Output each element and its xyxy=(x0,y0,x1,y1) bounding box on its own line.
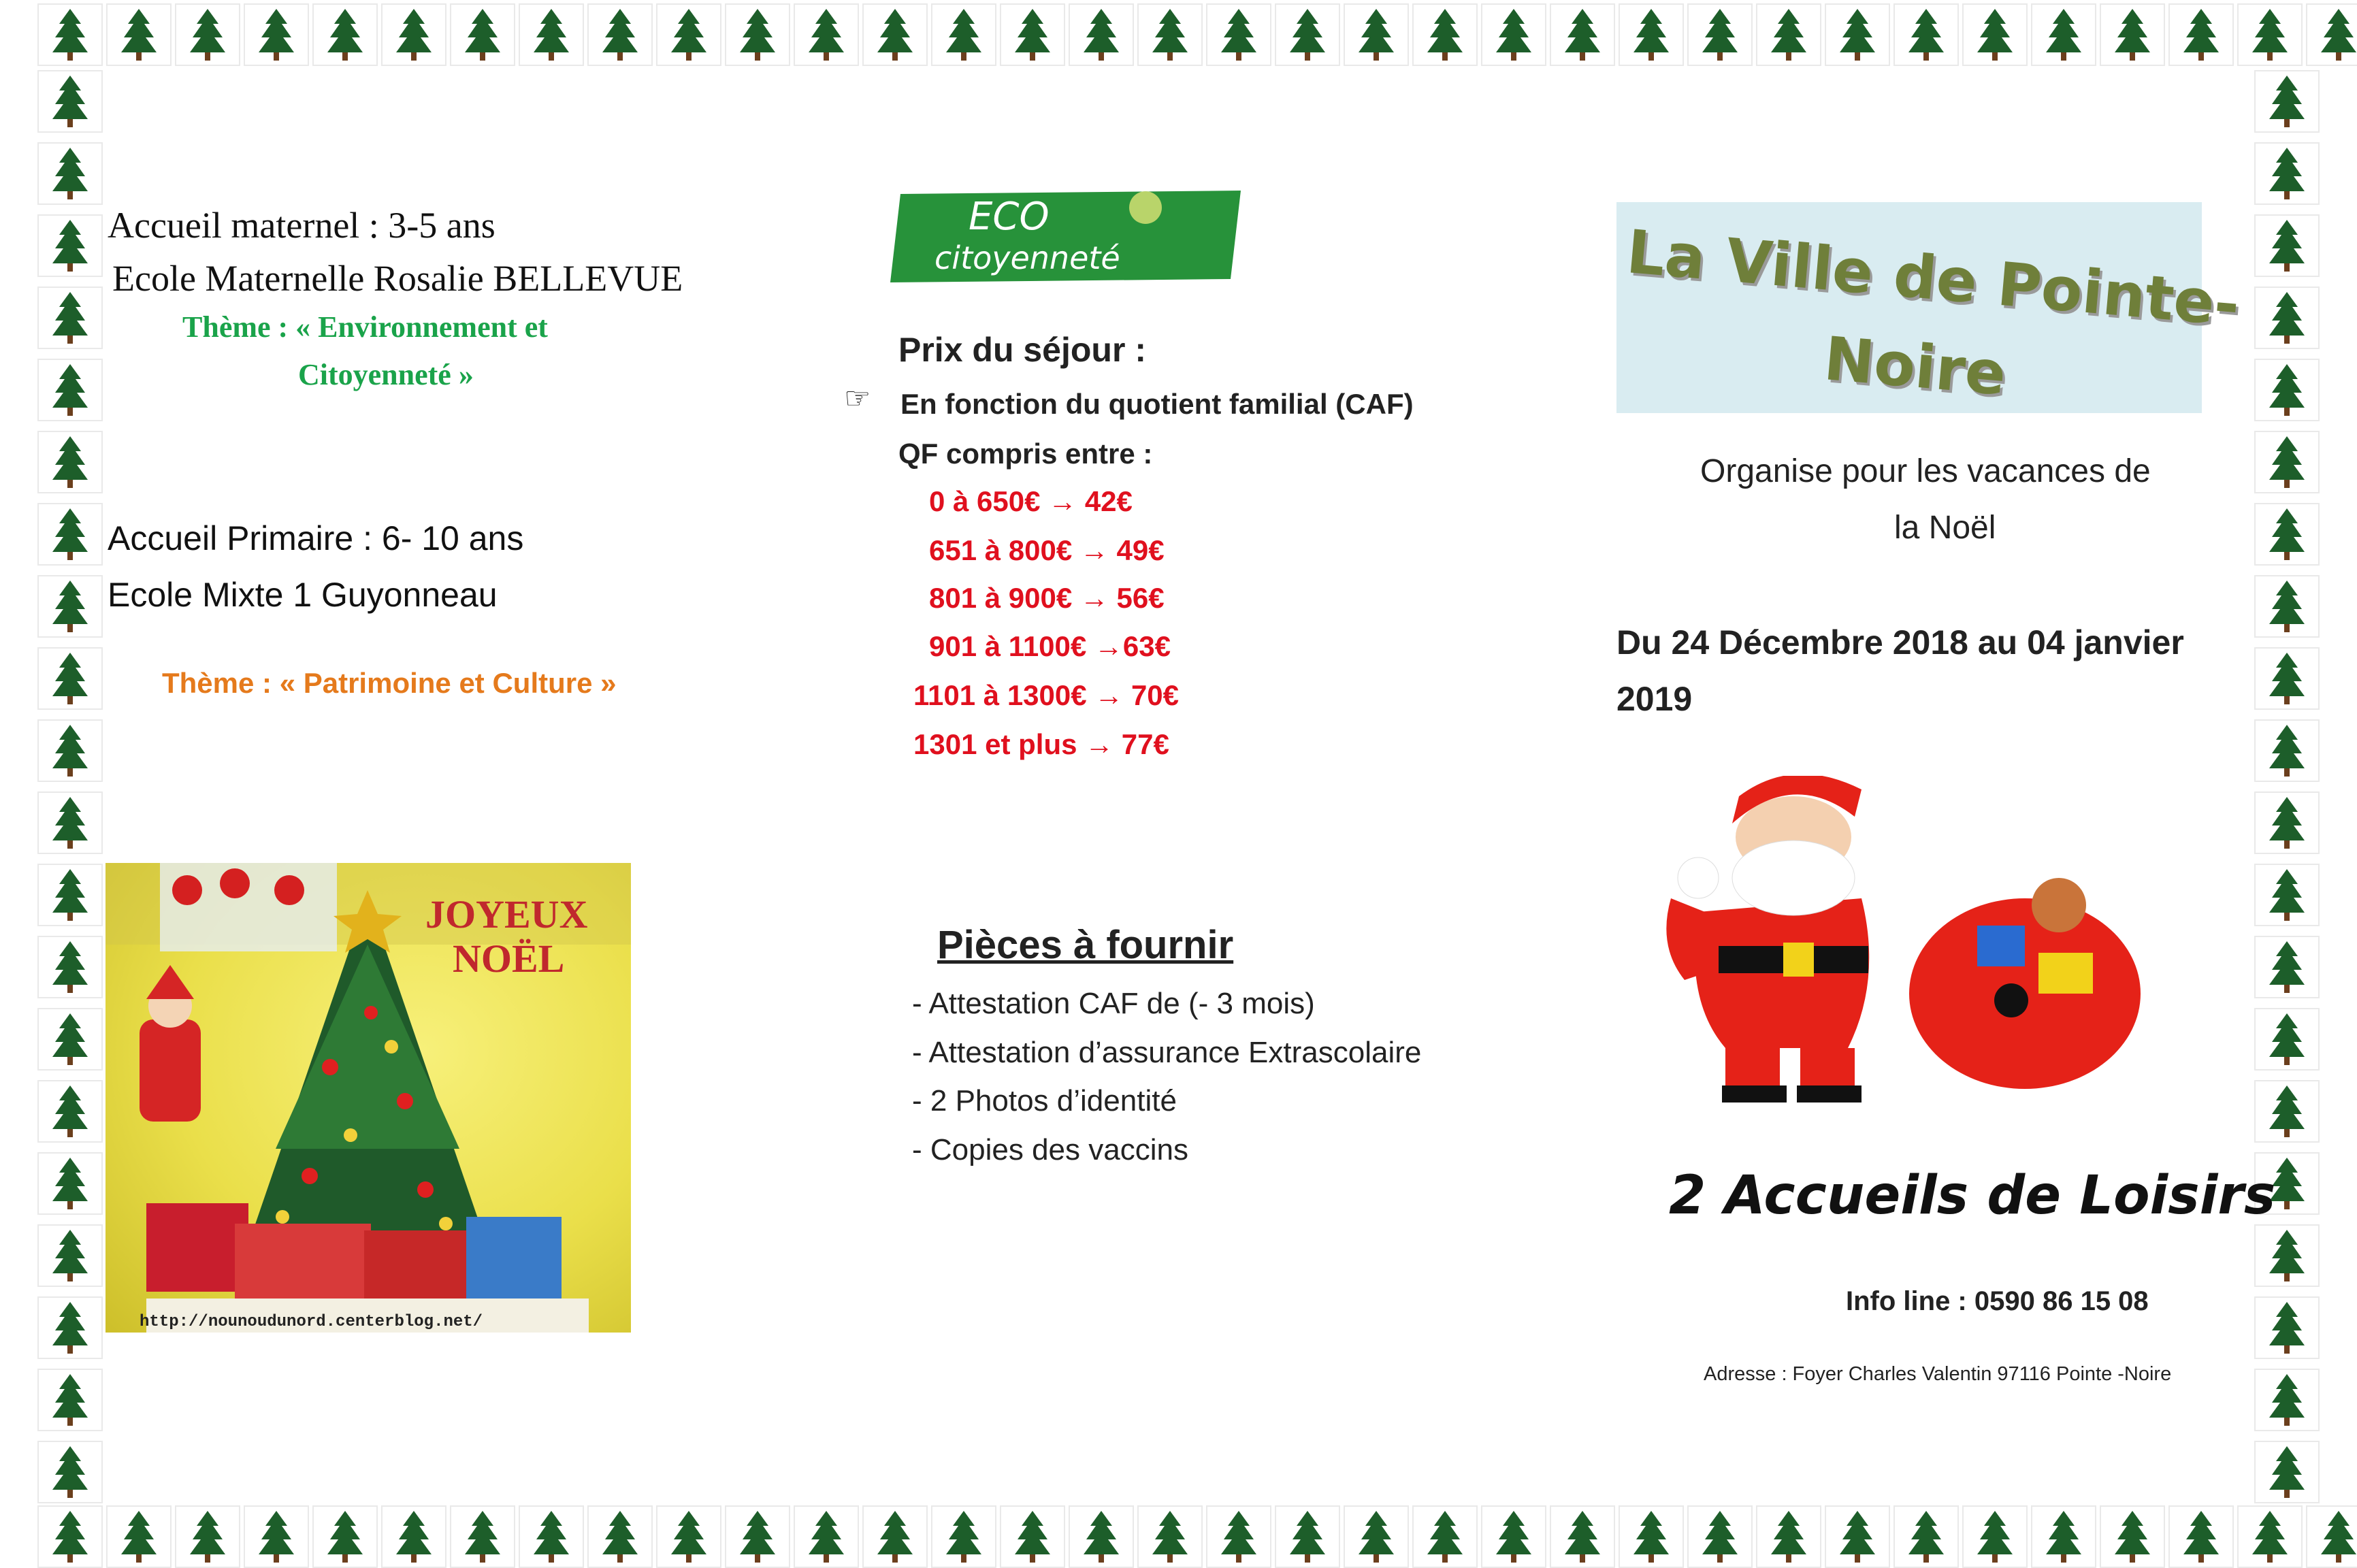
tree-icon xyxy=(1756,3,1821,66)
tree-icon xyxy=(37,719,103,782)
tree-icon xyxy=(37,431,103,493)
tree-icon xyxy=(931,3,996,66)
tree-icon xyxy=(1550,3,1615,66)
tree-icon xyxy=(2031,1505,2096,1568)
tree-icon xyxy=(37,1152,103,1215)
ecole-maternelle: Ecole Maternelle Rosalie BELLEVUE xyxy=(112,258,683,299)
tree-icon xyxy=(37,142,103,205)
tree-icon xyxy=(312,3,378,66)
tarif-2: 651 à 800€ → 49€ xyxy=(929,534,1165,566)
tree-icon xyxy=(1206,1505,1271,1568)
tree-icon xyxy=(37,1080,103,1143)
tree-icon xyxy=(2031,3,2096,66)
tree-icon xyxy=(656,1505,721,1568)
tree-icon xyxy=(1481,3,1546,66)
piece-item-1: - Attestation CAF de (- 3 mois) xyxy=(912,987,1315,1020)
piece-item-2: - Attestation d’assurance Extrascolaire xyxy=(912,1036,1422,1069)
tree-icon xyxy=(2254,359,2320,421)
tree-icon xyxy=(1000,3,1065,66)
dates-line2: 2019 xyxy=(1616,680,1693,718)
tree-icon xyxy=(2254,1296,2320,1359)
theme-environnement-line2: Citoyenneté » xyxy=(298,358,474,391)
tree-icon xyxy=(175,1505,240,1568)
tree-icon xyxy=(1687,1505,1753,1568)
tree-icon xyxy=(381,3,446,66)
tree-icon xyxy=(312,1505,378,1568)
fonction-caf: En fonction du quotient familial (CAF) xyxy=(900,388,1414,420)
tree-icon xyxy=(37,936,103,998)
tree-icon xyxy=(2254,503,2320,566)
tree-icon xyxy=(1825,3,1890,66)
tree-icon xyxy=(2168,1505,2234,1568)
organise-line2: la Noël xyxy=(1894,510,1996,546)
tree-icon xyxy=(1550,1505,1615,1568)
tree-icon xyxy=(37,1224,103,1287)
tree-icon xyxy=(519,3,584,66)
tree-icon xyxy=(37,359,103,421)
tree-icon xyxy=(1756,1505,1821,1568)
tree-icon xyxy=(2254,575,2320,638)
joyeux-text: JOYEUX xyxy=(425,892,588,936)
tree-icon xyxy=(2254,214,2320,277)
tree-icon xyxy=(1000,1505,1065,1568)
tree-icon xyxy=(1275,3,1340,66)
tarif-3: 801 à 900€ → 56€ xyxy=(929,582,1165,614)
tree-icon xyxy=(1137,1505,1203,1568)
tarif-1: 0 à 650€ → 42€ xyxy=(929,485,1133,517)
tree-icon xyxy=(1206,3,1271,66)
noel-text: NOËL xyxy=(453,936,565,981)
tree-icon xyxy=(106,1505,172,1568)
tree-icon xyxy=(1481,1505,1546,1568)
tree-icon xyxy=(37,503,103,566)
prix-title: Prix du séjour : xyxy=(898,331,1146,369)
tree-icon xyxy=(37,647,103,710)
tree-icon xyxy=(2237,1505,2303,1568)
tree-icon xyxy=(1412,3,1478,66)
tree-icon xyxy=(1275,1505,1340,1568)
tree-icon xyxy=(37,70,103,133)
tree-icon xyxy=(37,3,103,66)
eco-citoyennete-logo xyxy=(887,187,1248,284)
tree-icon xyxy=(2254,936,2320,998)
tree-icon xyxy=(2254,1369,2320,1431)
tree-icon xyxy=(1893,3,1959,66)
tree-icon xyxy=(2100,3,2165,66)
tree-icon xyxy=(2254,1224,2320,1287)
tree-icon xyxy=(519,1505,584,1568)
tarif-6: 1301 et plus → 77€ xyxy=(913,728,1169,760)
border-bottom xyxy=(37,1505,2357,1568)
tree-icon xyxy=(2254,1441,2320,1503)
eco-logo-line1: ECO xyxy=(969,195,1050,239)
tree-icon xyxy=(862,1505,928,1568)
tree-icon xyxy=(37,287,103,349)
tarif-4: 901 à 1100€ →63€ xyxy=(929,630,1171,662)
theme-patrimoine: Thème : « Patrimoine et Culture » xyxy=(162,667,617,699)
tree-icon xyxy=(587,3,653,66)
tree-icon xyxy=(2254,431,2320,493)
tree-icon xyxy=(1962,3,2028,66)
tree-icon xyxy=(37,214,103,277)
tree-icon xyxy=(1893,1505,1959,1568)
tree-icon xyxy=(1069,1505,1134,1568)
tree-icon xyxy=(2254,142,2320,205)
tree-icon xyxy=(656,3,721,66)
tree-icon xyxy=(2254,1008,2320,1071)
tree-icon xyxy=(244,1505,309,1568)
tree-icon xyxy=(37,1008,103,1071)
qf-compris: QF compris entre : xyxy=(898,438,1153,470)
piece-item-4: - Copies des vaccins xyxy=(912,1133,1188,1166)
tree-icon xyxy=(37,791,103,854)
tree-icon xyxy=(1137,3,1203,66)
tree-icon xyxy=(1344,1505,1409,1568)
tree-icon xyxy=(1619,3,1684,66)
tree-icon xyxy=(450,1505,515,1568)
tree-icon xyxy=(2254,719,2320,782)
tree-icon xyxy=(450,3,515,66)
piece-item-3: - 2 Photos d’identité xyxy=(912,1084,1177,1117)
tree-icon xyxy=(106,3,172,66)
tree-icon xyxy=(2306,1505,2357,1568)
tree-icon xyxy=(1825,1505,1890,1568)
theme-environnement-line1: Thème : « Environnement et xyxy=(182,310,548,344)
tree-icon xyxy=(725,3,790,66)
border-top xyxy=(37,3,2357,66)
tree-icon xyxy=(2254,791,2320,854)
christmas-tree-illustration xyxy=(105,863,631,1333)
tree-icon xyxy=(37,575,103,638)
tarif-5: 1101 à 1300€ → 70€ xyxy=(913,679,1180,711)
accueil-primaire: Accueil Primaire : 6- 10 ans xyxy=(108,519,524,557)
ville-title-line1: La Ville de Pointe- xyxy=(1624,216,2243,340)
tree-icon xyxy=(2168,3,2234,66)
adresse: Adresse : Foyer Charles Valentin 97116 Pointe -Noire xyxy=(1704,1363,2172,1385)
tree-icon xyxy=(2100,1505,2165,1568)
ecole-mixte: Ecole Mixte 1 Guyonneau xyxy=(108,576,498,614)
pieces-title: Pièces à fournir xyxy=(937,923,1234,967)
tree-icon xyxy=(1344,3,1409,66)
organise-line1: Organise pour les vacances de xyxy=(1700,453,2151,489)
tree-icon xyxy=(244,3,309,66)
tree-icon xyxy=(725,1505,790,1568)
christmas-tree-photo xyxy=(105,863,631,1333)
ville-title-line2: Noire xyxy=(1821,323,2009,409)
tree-icon xyxy=(2254,647,2320,710)
tree-icon xyxy=(1619,1505,1684,1568)
tree-icon xyxy=(1962,1505,2028,1568)
border-left xyxy=(37,70,103,1513)
tree-icon xyxy=(2254,287,2320,349)
tree-icon xyxy=(2237,3,2303,66)
tree-icon xyxy=(587,1505,653,1568)
border-right xyxy=(2254,70,2320,1513)
tree-icon xyxy=(37,1296,103,1359)
accueils-loisirs: 2 Accueils de Loisirs xyxy=(1669,1165,2276,1226)
eco-logo-line2: citoyenneté xyxy=(934,240,1120,276)
pointer-icon: ☞ xyxy=(844,382,871,415)
tree-icon xyxy=(175,3,240,66)
tree-icon xyxy=(2254,1080,2320,1143)
tree-icon xyxy=(2254,70,2320,133)
tree-icon xyxy=(1412,1505,1478,1568)
tree-icon xyxy=(37,864,103,926)
tree-icon xyxy=(1687,3,1753,66)
tree-icon xyxy=(37,1505,103,1568)
accueil-maternel: Accueil maternel : 3-5 ans xyxy=(108,205,495,246)
tree-icon xyxy=(381,1505,446,1568)
dates-line1: Du 24 Décembre 2018 au 04 janvier xyxy=(1616,623,2184,662)
tree-icon xyxy=(1069,3,1134,66)
tree-icon xyxy=(862,3,928,66)
santa-claus-illustration xyxy=(1657,776,2147,1102)
tree-icon xyxy=(37,1441,103,1503)
tree-icon xyxy=(794,3,859,66)
photo-url: http://nounoudunord.centerblog.net/ xyxy=(140,1313,483,1331)
tree-icon xyxy=(2254,864,2320,926)
tree-icon xyxy=(37,1369,103,1431)
info-line: Info line : 0590 86 15 08 xyxy=(1846,1286,2149,1316)
tree-icon xyxy=(2306,3,2357,66)
tree-icon xyxy=(931,1505,996,1568)
tree-icon xyxy=(794,1505,859,1568)
